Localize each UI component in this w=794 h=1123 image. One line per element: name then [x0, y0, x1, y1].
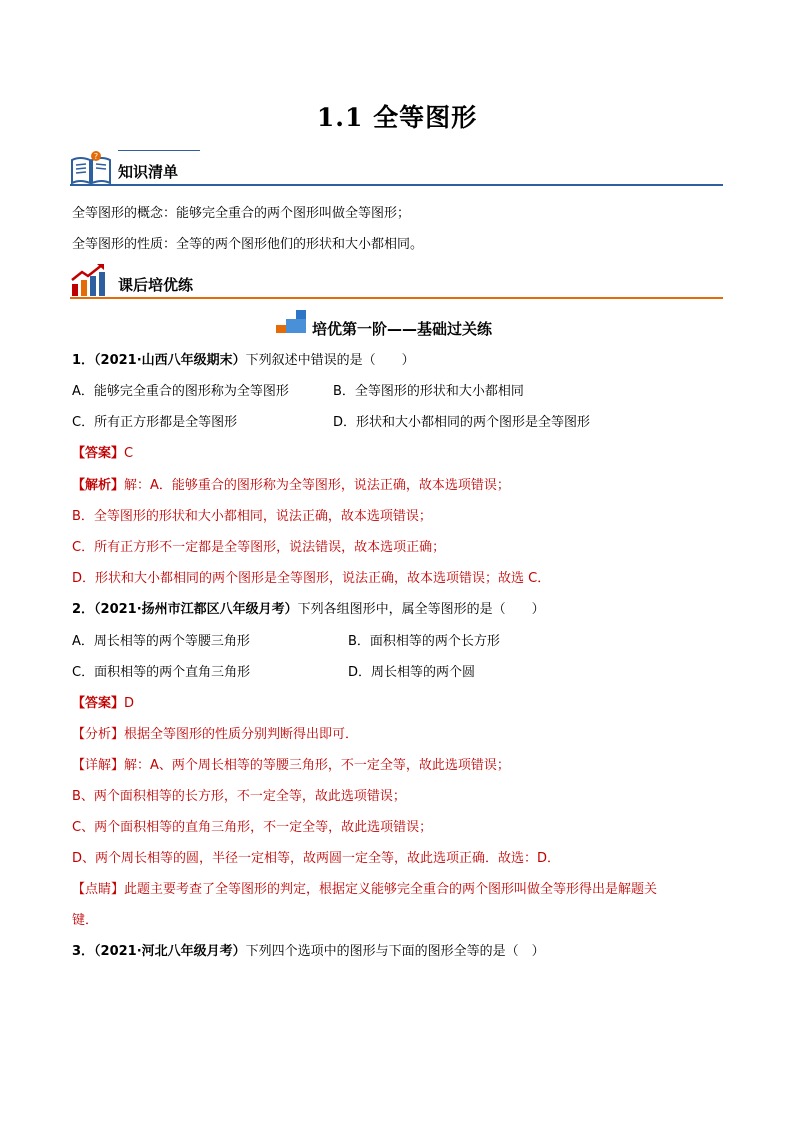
question-2-xiangjie-2: B、两个面积相等的长方形，不一定全等，故此选项错误； [72, 789, 406, 804]
knowledge-line-1: 全等图形的概念：能够完全重合的两个图形叫做全等图形； [72, 206, 411, 221]
section-divider-orange [70, 297, 723, 299]
question-2-option-a: A．周长相等的两个等腰三角形 [72, 634, 250, 649]
question-3-text: 下列四个选项中的图形与下面的图形全等的是（ ） [245, 944, 545, 959]
answer-value: C [124, 446, 134, 461]
question-1-stem [72, 353, 415, 369]
question-1-source: （2021·山西八年级期末） [94, 353, 246, 368]
xiangjie-tag: 【详解】 [72, 758, 125, 773]
svg-text:?: ? [93, 152, 99, 161]
question-1-answer [72, 446, 133, 462]
question-1-analysis-2: B．全等图形的形状和大小都相同，说法正确，故本选项错误； [72, 509, 432, 524]
question-2-xiangjie-1 [72, 758, 510, 774]
analysis-tag: 【解析】 [72, 478, 125, 493]
question-1-option-d: D．形状和大小都相同的两个图形是全等图形 [333, 415, 591, 430]
question-1-analysis-1 [72, 478, 510, 494]
question-1-option-a: A．能够完全重合的图形称为全等图形 [72, 384, 289, 399]
answer-tag: 【答案】 [72, 696, 125, 711]
question-2-stem [72, 602, 545, 618]
knowledge-line-2: 全等图形的性质：全等的两个图形他们的形状和大小都相同。 [72, 237, 424, 252]
question-3-stem [72, 944, 545, 960]
question-1-number: 1． [72, 353, 95, 368]
question-3-number: 3． [72, 944, 95, 959]
question-2-source: （2021·扬州市江都区八年级月考） [94, 602, 298, 617]
question-2-dianjing-1 [72, 882, 657, 898]
question-2-number: 2． [72, 602, 95, 617]
open-book-icon [70, 150, 112, 186]
question-1-analysis-3: C．所有正方形不一定都是全等图形，说法错误，故本选项正确； [72, 540, 446, 555]
question-2-option-d: D．周长相等的两个圆 [348, 665, 476, 680]
question-2-xiangjie-4: D、两个周长相等的圆，半径一定相等，故两圆一定全等，故此选项正确．故选：D． [72, 851, 561, 866]
answer-value: D [124, 696, 135, 711]
stairs-icon [276, 308, 308, 334]
question-2-option-b: B．面积相等的两个长方形 [348, 634, 500, 649]
question-2-xiangjie-3: C、两个面积相等的直角三角形，不一定全等，故此选项错误； [72, 820, 433, 835]
sub-banner-label: 培优第一阶——基础过关练 [312, 320, 493, 338]
question-3-source: （2021·河北八年级月考） [94, 944, 246, 959]
question-2-dianjing-2: 键． [72, 913, 99, 928]
fenxi-tag: 【分析】 [72, 727, 125, 742]
question-1-text: 下列叙述中错误的是（ ） [245, 353, 415, 368]
question-2-option-c: C．面积相等的两个直角三角形 [72, 665, 251, 680]
question-1-option-c: C．所有正方形都是全等图形 [72, 415, 238, 430]
answer-tag: 【答案】 [72, 446, 125, 461]
dianjing-tag: 【点睛】 [72, 882, 125, 897]
question-2-answer [72, 696, 134, 712]
growth-chart-icon [70, 262, 108, 298]
section-divider-blue [70, 184, 723, 186]
question-2-fenxi [72, 727, 358, 743]
question-1-option-b: B．全等图形的形状和大小都相同 [333, 384, 524, 399]
page-title: 1.1 全等图形 [316, 103, 478, 132]
dianjing-text: 此题主要考查了全等图形的判定，根据定义能够完全重合的两个图形叫做全等形得出是解题关 [124, 882, 658, 897]
section-label-knowledge: 知识清单 [118, 163, 179, 181]
section-label-practice: 课后培优练 [118, 276, 194, 294]
fenxi-text: 根据全等图形的性质分别判断得出即可． [124, 727, 359, 742]
question-2-text: 下列各组图形中，属全等图形的是（ ） [297, 602, 545, 617]
section-top-line [118, 150, 200, 151]
xiangjie-line: 解：A、两个周长相等的等腰三角形，不一定全等，故此选项错误； [124, 758, 510, 773]
question-1-analysis-4: D．形状和大小都相同的两个图形是全等图形，说法正确，故本选项错误；故选 C． [72, 571, 551, 586]
analysis-line: 解：A．能够重合的图形称为全等图形，说法正确，故本选项错误； [124, 478, 510, 493]
